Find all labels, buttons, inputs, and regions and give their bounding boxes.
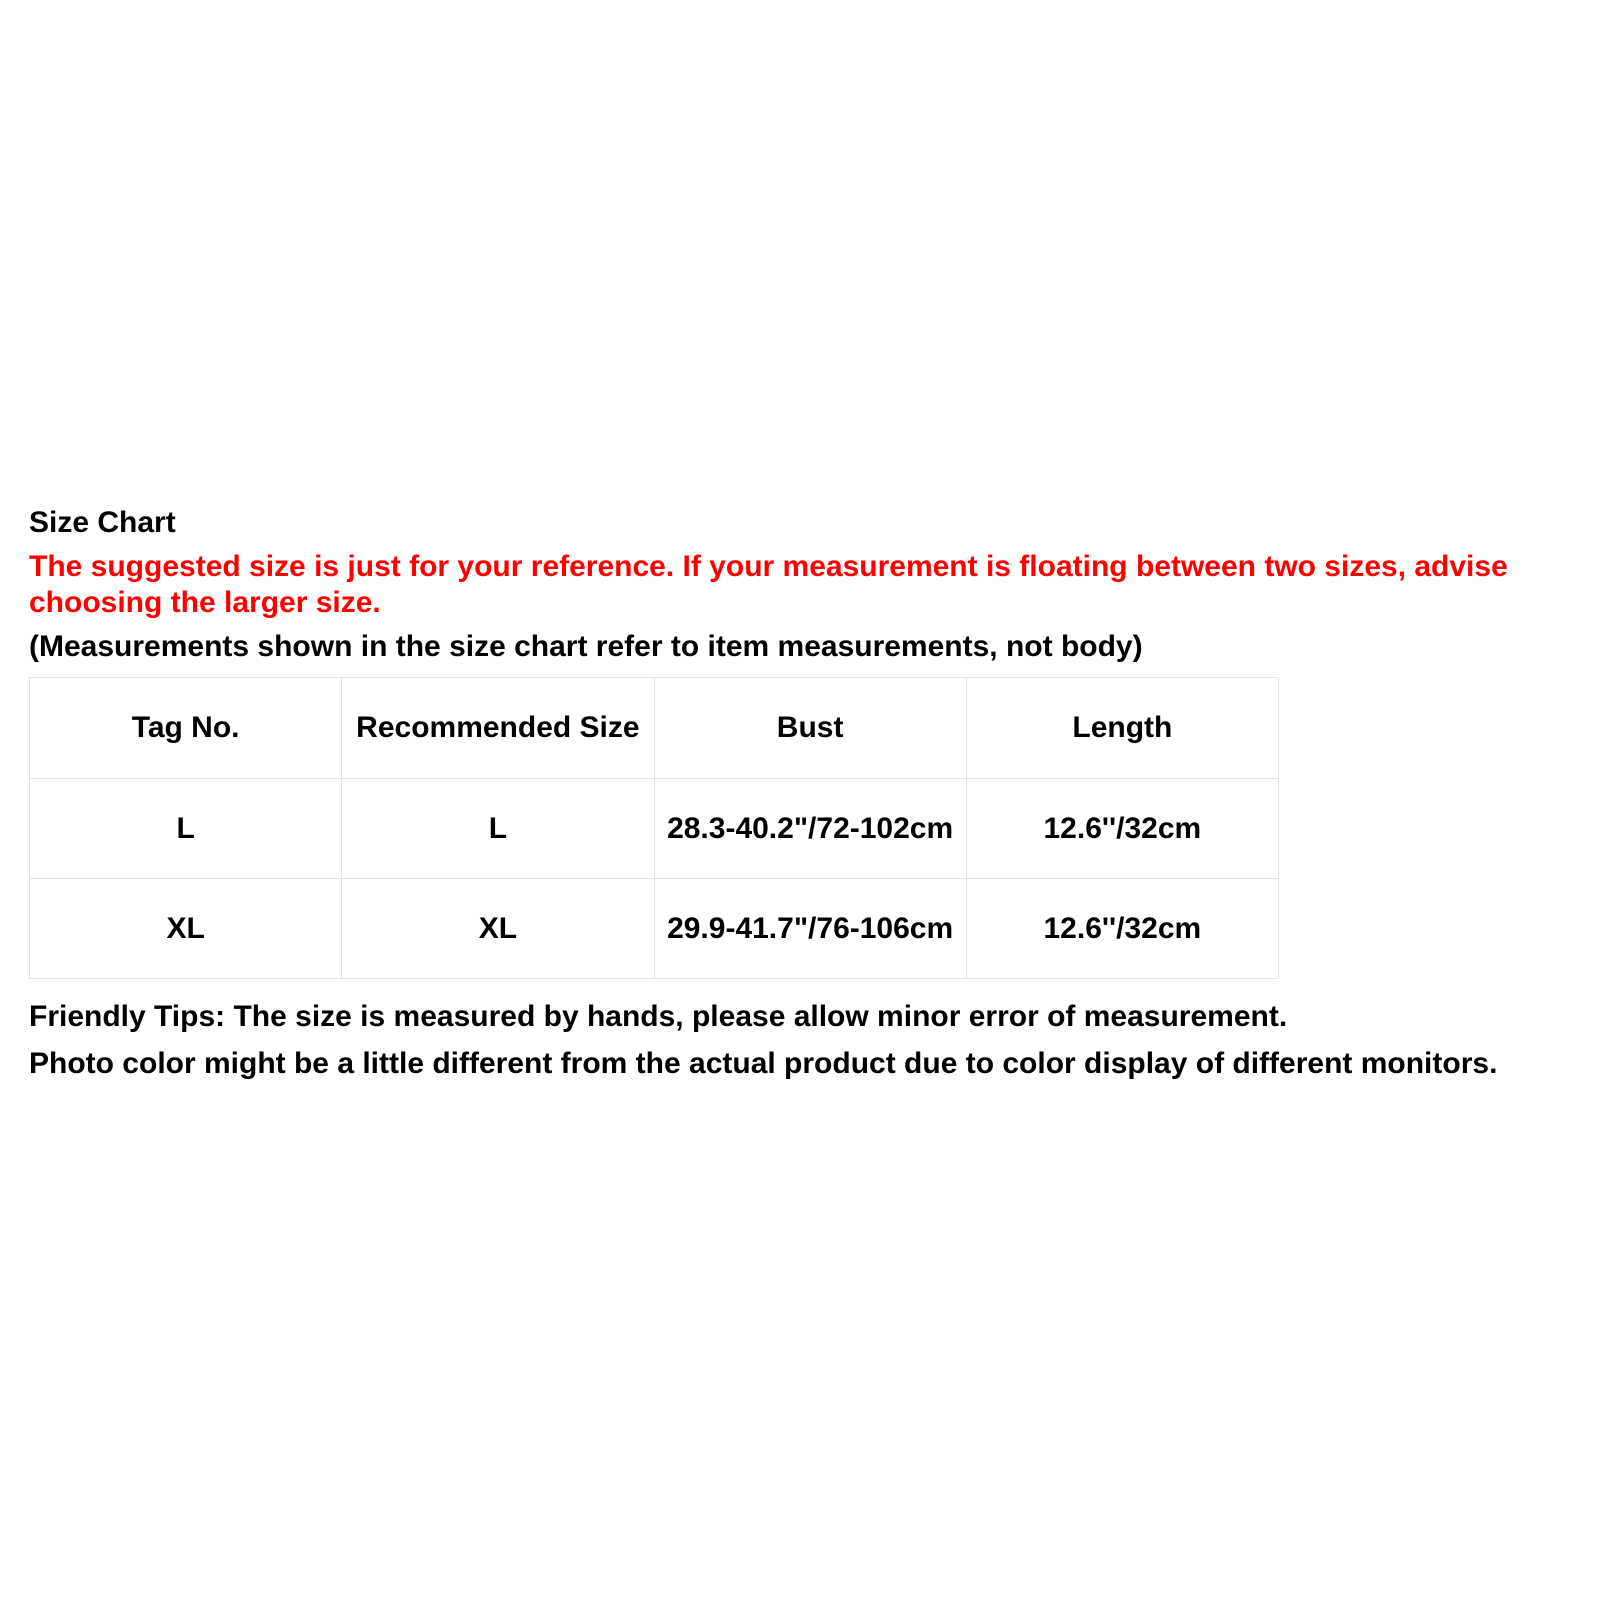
table-row — [30, 779, 1279, 879]
size-table — [29, 677, 1279, 979]
tip-measurement: Friendly Tips: The size is measured by hands, please allow minor error of measurement. — [29, 1000, 1288, 1033]
cell-bust: 28.3-40.2"/72-102cm — [654, 779, 966, 879]
header-tag-no: Tag No. — [30, 678, 342, 779]
size-warning: The suggested size is just for your reference. If your measurement is floating between two sizes, advise choosing the larger size. — [29, 550, 1508, 619]
measurement-note: (Measurements shown in the size chart refer to item measurements, not body) — [29, 630, 1143, 663]
table-row — [30, 879, 1279, 979]
cell-tag-no: L — [30, 779, 342, 879]
cell-bust: 29.9-41.7"/76-106cm — [654, 879, 966, 979]
header-length: Length — [966, 678, 1278, 779]
table-header-row — [30, 678, 1279, 779]
size-chart-section — [29, 505, 1579, 1093]
cell-recommended-size: XL — [342, 879, 654, 979]
cell-recommended-size: L — [342, 779, 654, 879]
tip-photo-color: Photo color might be a little different from the actual product due to color display of different monitors. — [29, 1047, 1498, 1080]
header-bust: Bust — [654, 678, 966, 779]
cell-length: 12.6''/32cm — [966, 779, 1278, 879]
cell-tag-no: XL — [30, 879, 342, 979]
cell-length: 12.6''/32cm — [966, 879, 1278, 979]
header-recommended-size: Recommended Size — [342, 678, 654, 779]
page-title: Size Chart — [29, 506, 176, 539]
friendly-tips — [29, 999, 1579, 1082]
